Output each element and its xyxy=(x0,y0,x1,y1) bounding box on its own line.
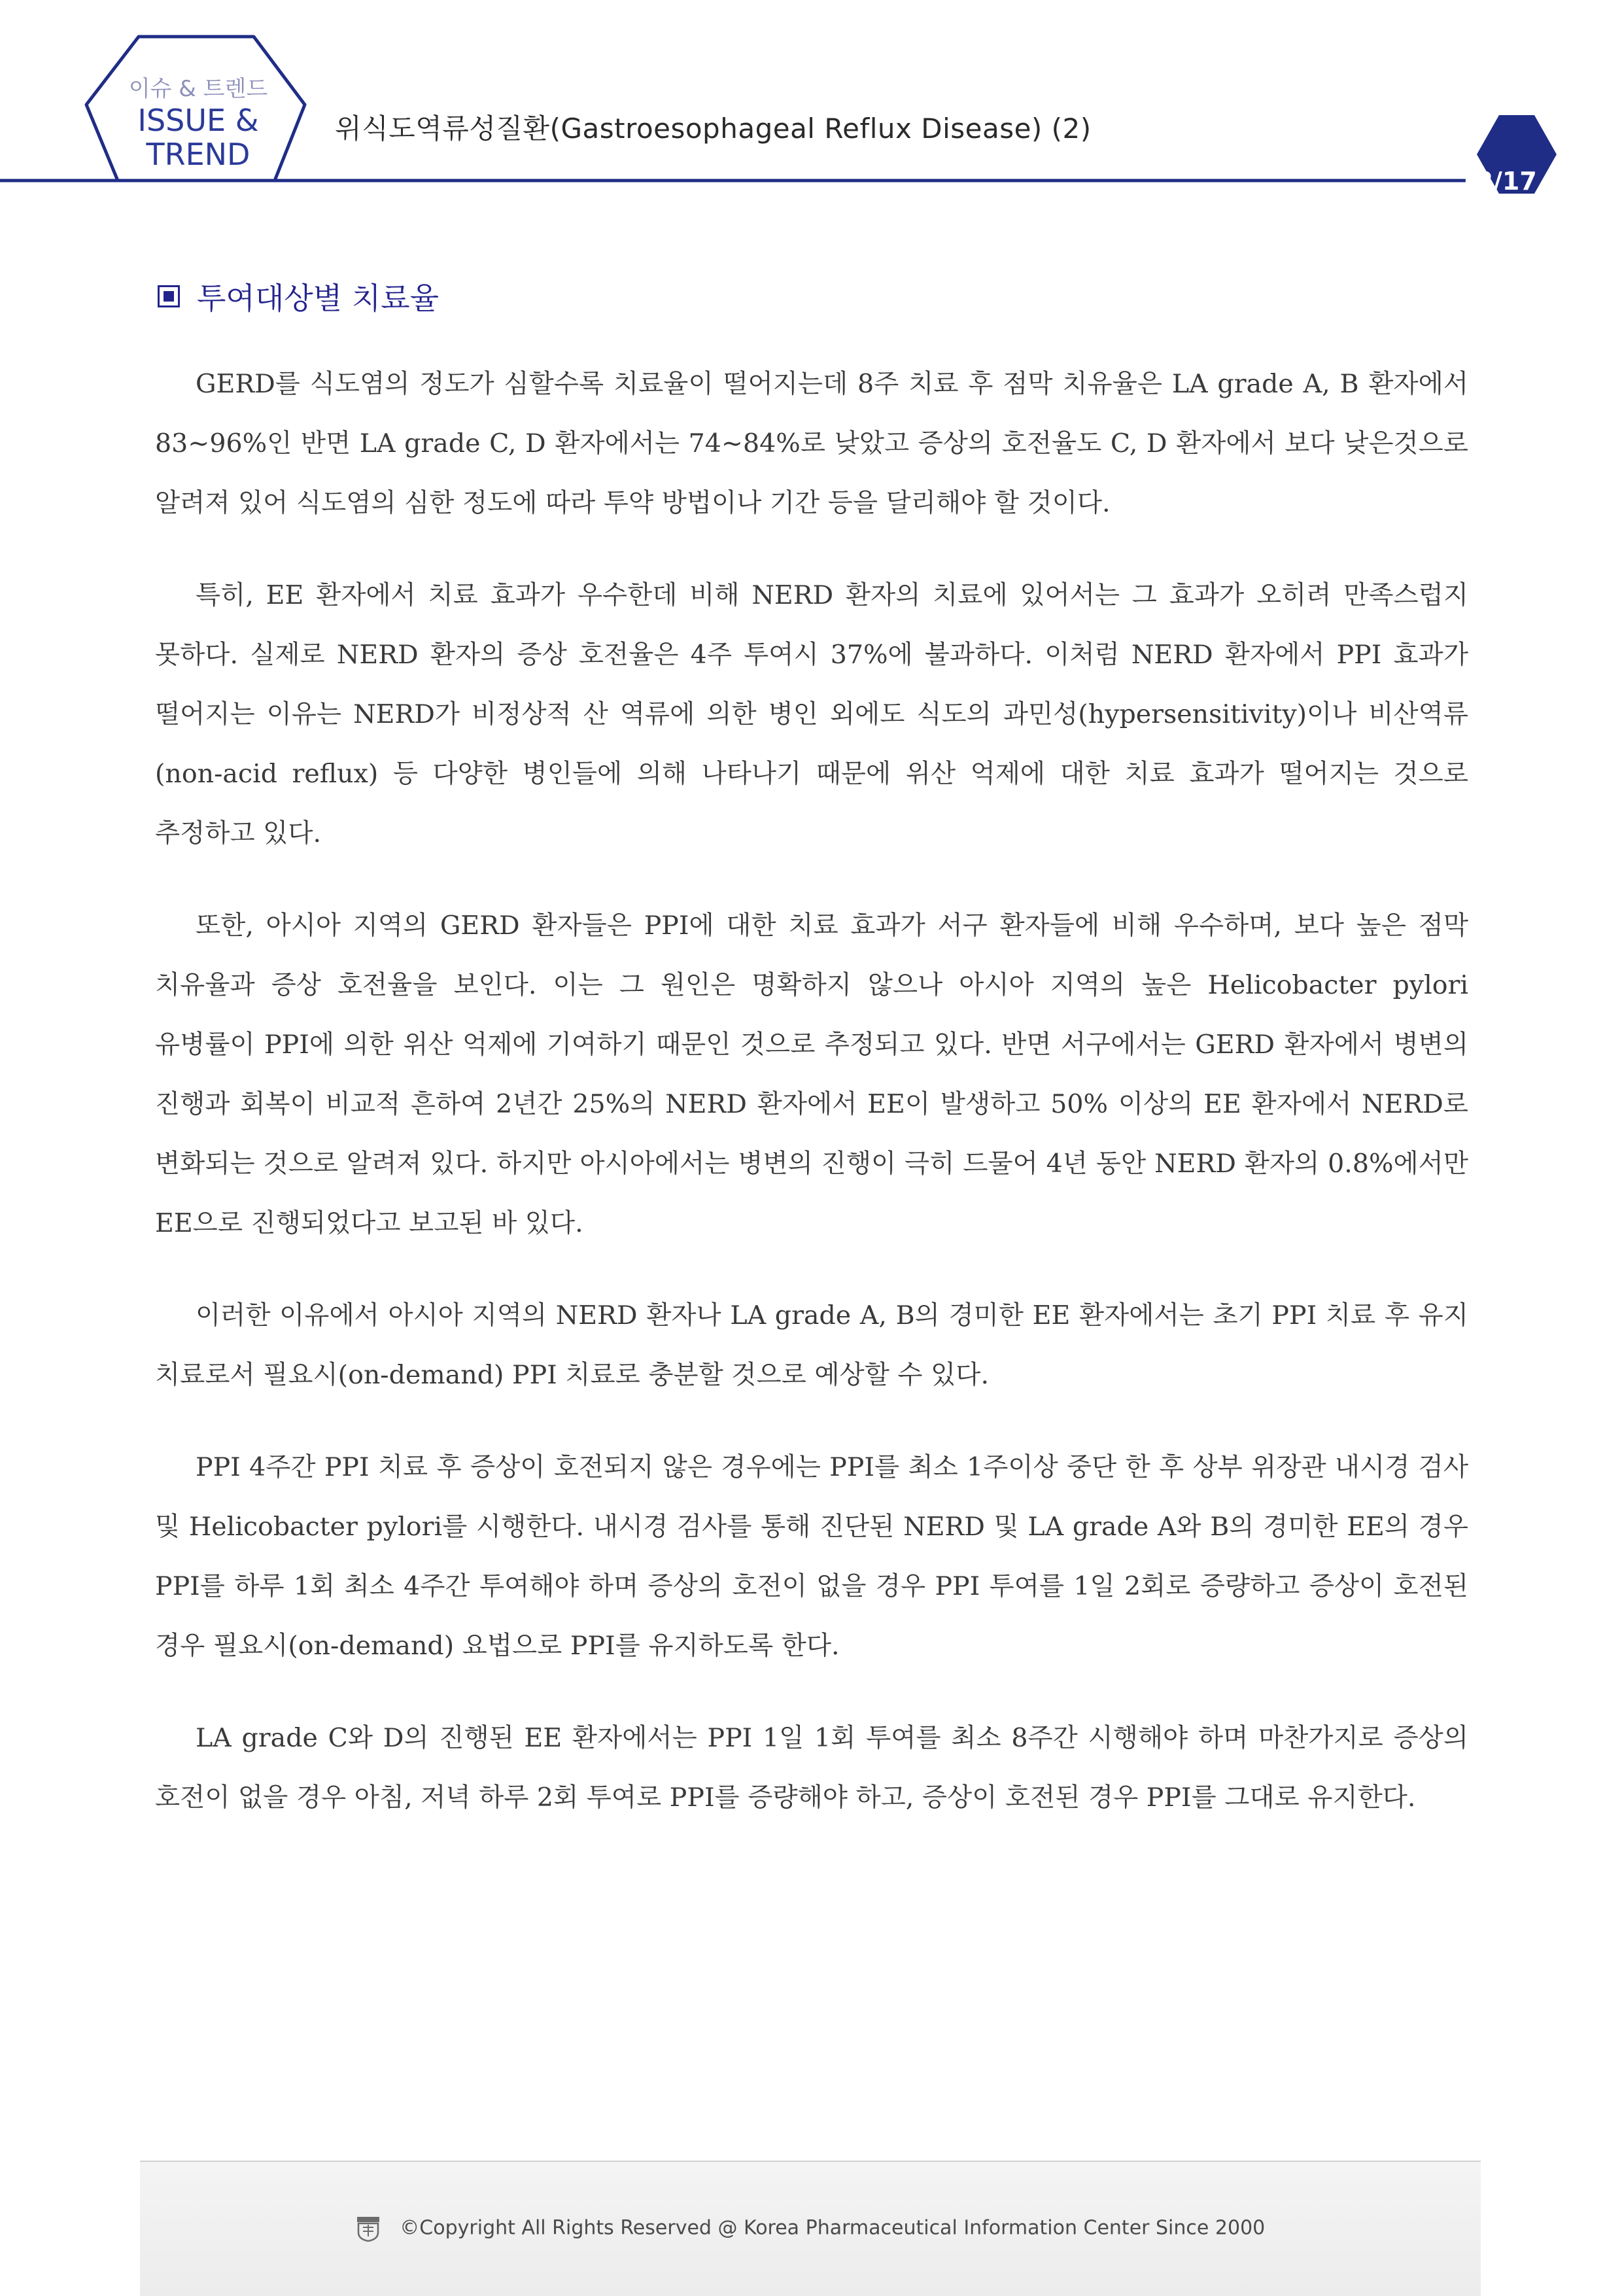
page-number: 12/17 xyxy=(1458,167,1537,196)
paragraph-2: 특히, EE 환자에서 치료 효과가 우수한데 비해 NERD 환자의 치료에 있어서는 그 효과가 오히려 만족스럽지 못하다. 실제로 NERD 환자의 증상 호전율은 4주 투여시 37%에 불과하다. 이처럼 NERD 환자에서 PPI 효과가 떨어지는 이유는 NERD가 비정상적 산 역류에 의한 병인 외에도 식도의 과민성(hypersensitivity)이나 비산역류(non-acid reflux) 등 다양한 병인들에 의해 나타나기 때문에 위산 억제에 대한 치료 효과가 떨어지는 것으로 추정하고 있다. xyxy=(155,580,1468,848)
crest-icon xyxy=(356,2216,381,2242)
section-heading xyxy=(155,275,1468,318)
page-header xyxy=(0,0,1622,196)
paragraph-5: PPI 4주간 PPI 치료 후 증상이 호전되지 않은 경우에는 PPI를 최소 1주이상 중단 한 후 상부 위장관 내시경 검사 및 Helicobacter pylori를 시행한다. 내시경 검사를 통해 진단된 NERD 및 LA grade A와 B의 경미한 EE의 경우 PPI를 하루 1회 최소 4주간 투여해야 하며 증상의 호전이 없을 경우 PPI 투여를 1일 2회로 증량하고 증상이 호전된 경우 필요시(on-demand) 요법으로 PPI를 유지하도록 한다. xyxy=(155,1452,1468,1661)
page-footer xyxy=(140,2161,1481,2296)
copyright-text: ©Copyright All Rights Reserved @ Korea Pharmaceutical Information Center Since 2000 xyxy=(400,2216,1266,2240)
badge-logo xyxy=(110,103,286,171)
paragraph-6: LA grade C와 D의 진행된 EE 환자에서는 PPI 1일 1회 투여를 최소 8주간 시행해야 하며 마찬가지로 증상의 호전이 없을 경우 아침, 저녁 하루 2회 투여로 PPI를 증량해야 하고, 증상이 호전된 경우 PPI를 그대로 유지한다. xyxy=(155,1723,1468,1813)
paragraph-3: 또한, 아시아 지역의 GERD 환자들은 PPI에 대한 치료 효과가 서구 환자들에 비해 우수하며, 보다 높은 점막 치유율과 증상 호전율을 보인다. 이는 그 원인은 명확하지 않으나 아시아 지역의 높은 Helicobacter pylori 유병률이 PPI에 의한 위산 억제에 기여하기 때문인 것으로 추정되고 있다. 반면 서구에서는 GERD 환자에서 병변의 진행과 회복이 비교적 흔하여 2년간 25%의 NERD 환자에서 EE이 발생하고 50% 이상의 EE 환자에서 NERD로 변화되는 것으로 알려져 있다. 하지만 아시아에서는 병변의 진행이 극히 드물어 4년 동안 NERD 환자의 0.8%에서만 EE으로 진행되었다고 보고된 바 있다. xyxy=(155,911,1468,1238)
paragraph-1: GERD를 식도염의 정도가 심할수록 치료율이 떨어지는데 8주 치료 후 점막 치유율은 LA grade A, B 환자에서 83~96%인 반면 LA grade C, D 환자에서는 74~84%로 낮았고 증상의 호전율도 C, D 환자에서 보다 낮은것으로 알려져 있어 식도염의 심한 정도에 따라 투약 방법이나 기간 등을 달리해야 할 것이다. xyxy=(155,369,1468,518)
paragraph-4: 이러한 이유에서 아시아 지역의 NERD 환자나 LA grade A, B의 경미한 EE 환자에서는 초기 PPI 치료 후 유지 치료로서 필요시(on-demand) PPI 치료로 충분할 것으로 예상할 수 있다. xyxy=(155,1300,1468,1390)
section-heading-text: 투여대상별 치료율 xyxy=(197,281,440,316)
badge-line-2: TREND xyxy=(146,137,250,172)
main-content xyxy=(155,275,1468,1860)
footer-line xyxy=(140,2216,1481,2242)
square-bullet-icon xyxy=(158,285,180,307)
badge-small-label: 이슈 & 트렌드 xyxy=(128,76,268,102)
document-title: 위식도역류성질환(Gastroesophageal Reflux Disease) (2) xyxy=(335,113,1092,145)
badge-line-1: ISSUE & xyxy=(137,103,259,138)
